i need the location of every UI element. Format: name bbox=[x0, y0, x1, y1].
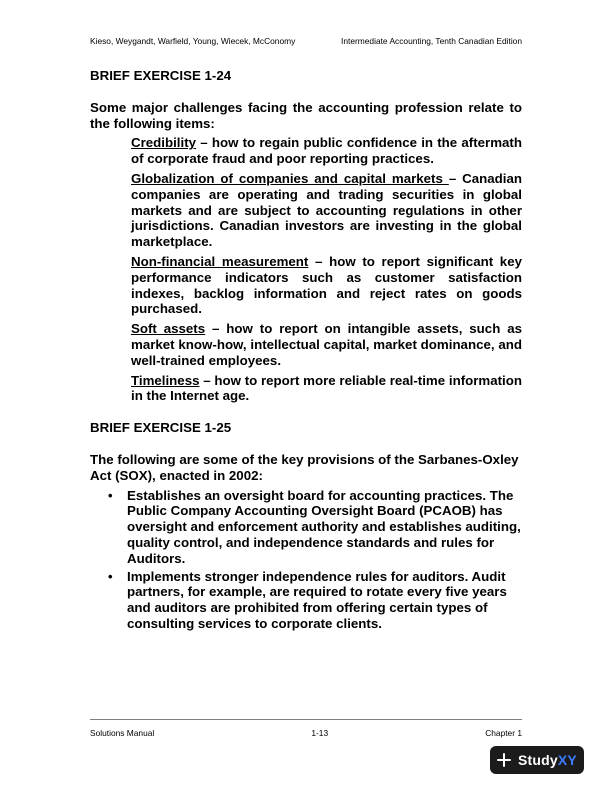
list-item bbox=[90, 569, 522, 632]
page-header bbox=[90, 36, 522, 46]
challenge-term: Soft assets bbox=[131, 321, 206, 337]
challenge-item bbox=[131, 135, 522, 167]
exercise-25-intro: The following are some of the key provisions of the Sarbanes-Oxley Act (SOX), enacted in 2002: bbox=[90, 451, 519, 483]
exercise-24-intro: Some major challenges facing the accounting profession relate to the following items: bbox=[90, 99, 522, 131]
challenge-text: – Canadian companies are operating and trading securities in global markets and are subject to accounting regulations in other jurisdictions. Canadian investors are investing in the global marketplace. bbox=[131, 170, 522, 250]
challenge-term: Non-financial measurement bbox=[131, 253, 309, 269]
provision-text: Establishes an oversight board for accounting practices. The Public Company Accounting Oversight Board (PCAOB) has oversight and enforcement authority and establishes auditing, quality control, and independence standards and rules for Auditors. bbox=[127, 487, 521, 566]
page-footer bbox=[90, 728, 522, 738]
challenge-item bbox=[131, 254, 522, 317]
bullet-icon: • bbox=[108, 568, 113, 584]
footer-left: Solutions Manual bbox=[90, 728, 155, 738]
challenge-text: – how to report significant key performance indicators such as customer satisfaction indexes, backlog information and reject rates on goods purchased. bbox=[131, 253, 522, 317]
header-book-title: Intermediate Accounting, Tenth Canadian Edition bbox=[341, 36, 522, 46]
footer-chapter: Chapter 1 bbox=[485, 728, 522, 738]
badge-label-main: Study bbox=[518, 752, 558, 768]
sox-provisions-list bbox=[90, 488, 522, 632]
exercise-25-heading: BRIEF EXERCISE 1-25 bbox=[90, 420, 232, 436]
challenge-term: Credibility bbox=[131, 135, 197, 151]
footer-divider bbox=[90, 719, 522, 720]
plus-icon bbox=[496, 752, 512, 768]
list-item bbox=[90, 488, 522, 567]
provision-text: Implements stronger independence rules for auditors. Audit partners, for example, are required to rotate every five years and auditors are prohibited from offering certain types of consulting services to corporate clients. bbox=[127, 568, 507, 631]
page-content bbox=[90, 68, 522, 634]
badge-label-accent: XY bbox=[557, 752, 577, 768]
studyxy-badge[interactable] bbox=[490, 746, 584, 774]
page-number: 1-13 bbox=[311, 728, 329, 738]
challenge-item bbox=[131, 171, 522, 250]
bullet-icon: • bbox=[108, 487, 113, 503]
badge-label bbox=[518, 752, 577, 768]
challenge-text: – how to report on intangible assets, such as market know-how, intellectual capital, market dominance, and well-trained employees. bbox=[131, 321, 522, 368]
challenge-text: – how to regain public confidence in the aftermath of corporate fraud and poor reporting practices. bbox=[131, 135, 522, 167]
challenge-term: Timeliness bbox=[131, 372, 200, 388]
header-authors: Kieso, Weygandt, Warfield, Young, Wiecek, McConomy bbox=[90, 36, 296, 46]
exercise-24-heading: BRIEF EXERCISE 1-24 bbox=[90, 68, 232, 83]
challenge-item bbox=[131, 321, 522, 368]
challenge-text: – how to report more reliable real-time information in the Internet age. bbox=[131, 372, 522, 404]
challenge-term: Globalization of companies and capital markets bbox=[131, 170, 449, 186]
challenge-item bbox=[131, 373, 522, 405]
